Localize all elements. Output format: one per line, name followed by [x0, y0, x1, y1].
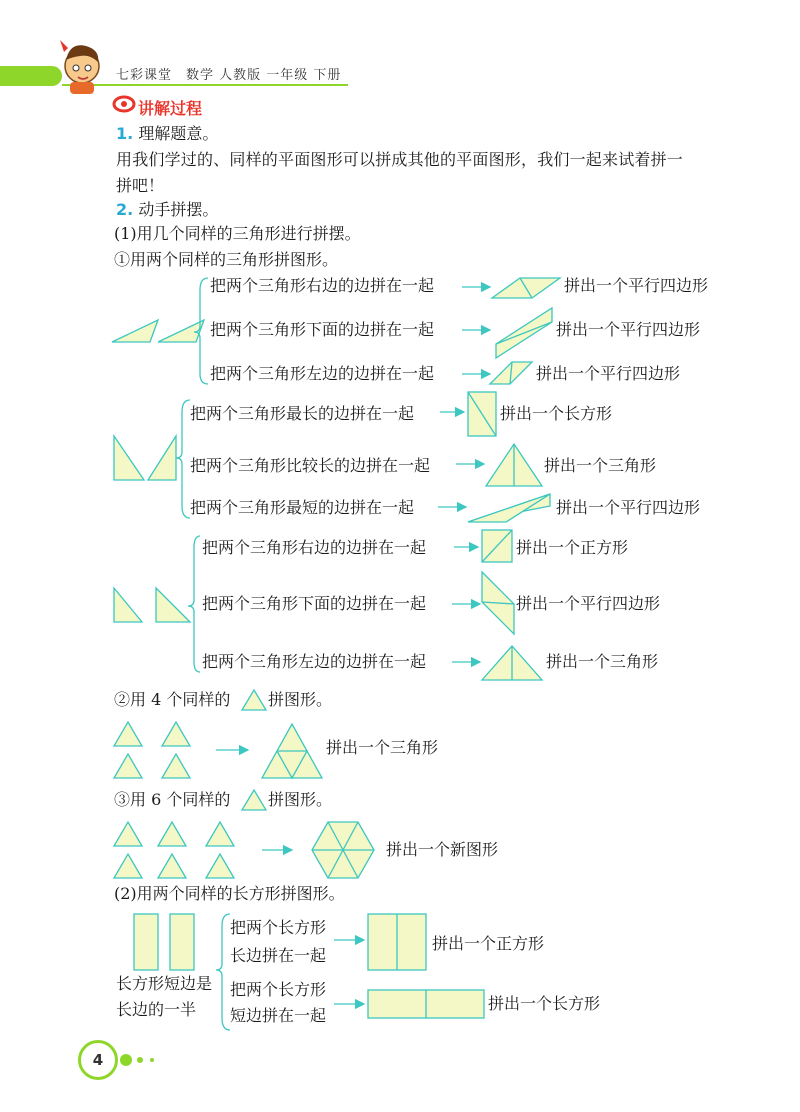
groupC-brace — [188, 536, 200, 672]
groupC-join-2: 把两个三角形下面的边拼在一起 — [202, 594, 427, 613]
groupC-result-3: 拼出一个三角形 — [546, 652, 659, 671]
sub1a-heading: ①用两个同样的三角形拼图形。 — [114, 250, 339, 269]
groupC-source-triangle-1 — [114, 588, 142, 622]
groupA-result-parallelogram-3 — [490, 362, 532, 384]
groupA-join-2: 把两个三角形下面的边拼在一起 — [210, 320, 435, 339]
intro-line2: 拼吧！ — [116, 176, 165, 195]
groupB-result-1: 拼出一个长方形 — [500, 404, 613, 423]
groupA-result-3: 拼出一个平行四边形 — [536, 364, 681, 383]
groupB-result-3: 拼出一个平行四边形 — [556, 498, 701, 517]
step1-text: 理解题意。 — [138, 124, 219, 143]
intro-line1: 用我们学过的、同样的平面图形可以拼成其他的平面图形，我们一起来试着拼一 — [116, 150, 684, 169]
six-triangle-2 — [158, 822, 186, 846]
groupC-result-triangle — [482, 646, 542, 680]
sub1b-post: 拼图形。 — [268, 690, 333, 709]
groupB-source-triangle-1 — [114, 436, 144, 480]
sub1b-result: 拼出一个三角形 — [326, 738, 439, 757]
header-text: 七彩课堂 数学 人教版 一年级 下册 — [116, 68, 342, 83]
six-triangle-4 — [114, 854, 142, 878]
four-triangle-3 — [114, 754, 142, 778]
groupB-result-parallelogram — [468, 494, 550, 522]
groupB-result-rectangle — [468, 392, 496, 436]
four-triangle-4 — [162, 754, 190, 778]
four-triangle-1 — [114, 722, 142, 746]
inline-triangle-icon-1 — [242, 690, 266, 710]
header-green-bar — [0, 66, 62, 86]
groupA-source-triangle-1 — [112, 320, 158, 342]
sub1c-result: 拼出一个新图形 — [386, 840, 499, 859]
groupC-result-1: 拼出一个正方形 — [516, 538, 629, 557]
header-rule — [62, 84, 348, 86]
groupD-item1-line1: 把两个长方形 — [230, 918, 327, 937]
groupD-result-rectangle — [368, 990, 484, 1018]
groupB-join-3: 把两个三角形最短的边拼在一起 — [190, 498, 415, 517]
groupA-source-triangle-2 — [158, 320, 204, 342]
step2-number: 2. — [116, 200, 134, 219]
groupD-brace — [216, 914, 230, 1030]
step1-number: 1. — [116, 124, 134, 143]
sub1c-pre: ③用 6 个同样的 — [114, 790, 231, 809]
four-triangle-2 — [162, 722, 190, 746]
groupD-item1-line2: 长边拼在一起 — [230, 946, 327, 965]
groupC-join-3: 把两个三角形左边的边拼在一起 — [202, 652, 427, 671]
six-triangle-1 — [114, 822, 142, 846]
groupD-source-rect-1 — [134, 914, 158, 970]
groupB-source-triangle-2 — [148, 436, 176, 480]
step2 — [116, 200, 218, 220]
groupC-join-1: 把两个三角形右边的边拼在一起 — [202, 538, 427, 557]
six-triangle-5 — [158, 854, 186, 878]
page-number: 4 — [78, 1040, 118, 1080]
sub1b-pre: ②用 4 个同样的 — [114, 690, 231, 709]
groupC-result-2: 拼出一个平行四边形 — [516, 594, 661, 613]
groupD-source-rect-2 — [170, 914, 194, 970]
groupC-result-square — [482, 530, 512, 562]
groupD-item2-result: 拼出一个长方形 — [488, 994, 601, 1013]
groupA-join-3: 把两个三角形左边的边拼在一起 — [210, 364, 435, 383]
groupD-result-square — [368, 914, 426, 970]
groupB-result-2: 拼出一个三角形 — [544, 456, 657, 475]
groupB-result-triangle — [486, 444, 542, 486]
sub2-heading: (2)用两个同样的长方形拼图形。 — [114, 884, 345, 903]
step2-text: 动手拼摆。 — [138, 200, 219, 219]
four-result-triangle — [262, 724, 322, 778]
six-result-hexagon — [312, 822, 374, 878]
groupD-item1-result: 拼出一个正方形 — [432, 934, 545, 953]
groupD-item2-line2: 短边拼在一起 — [230, 1006, 327, 1025]
eye-icon — [114, 97, 134, 111]
six-triangle-3 — [206, 822, 234, 846]
sub1-heading: (1)用几个同样的三角形进行拼摆。 — [114, 224, 361, 243]
groupD-note-line1: 长方形短边是 — [116, 974, 213, 993]
six-triangle-6 — [206, 854, 234, 878]
step1 — [116, 124, 218, 144]
groupC-source-triangle-2 — [156, 588, 190, 622]
groupA-join-1: 把两个三角形右边的边拼在一起 — [210, 276, 435, 295]
sub1c-post: 拼图形。 — [268, 790, 333, 809]
section-title: 讲解过程 — [138, 99, 203, 118]
groupA-result-parallelogram-2 — [496, 308, 552, 358]
inline-triangle-icon-2 — [242, 790, 266, 810]
groupA-result-2: 拼出一个平行四边形 — [556, 320, 701, 339]
groupB-join-2: 把两个三角形比较长的边拼在一起 — [190, 456, 431, 475]
groupA-result-parallelogram-1 — [492, 278, 560, 298]
groupB-join-1: 把两个三角形最长的边拼在一起 — [190, 404, 415, 423]
groupA-brace — [194, 278, 208, 384]
groupD-item2-line1: 把两个长方形 — [230, 980, 327, 999]
groupB-brace — [176, 400, 190, 518]
groupC-result-parallelogram — [482, 572, 514, 634]
groupA-result-1: 拼出一个平行四边形 — [564, 276, 709, 295]
groupD-note-line2: 长边的一半 — [116, 1000, 197, 1019]
